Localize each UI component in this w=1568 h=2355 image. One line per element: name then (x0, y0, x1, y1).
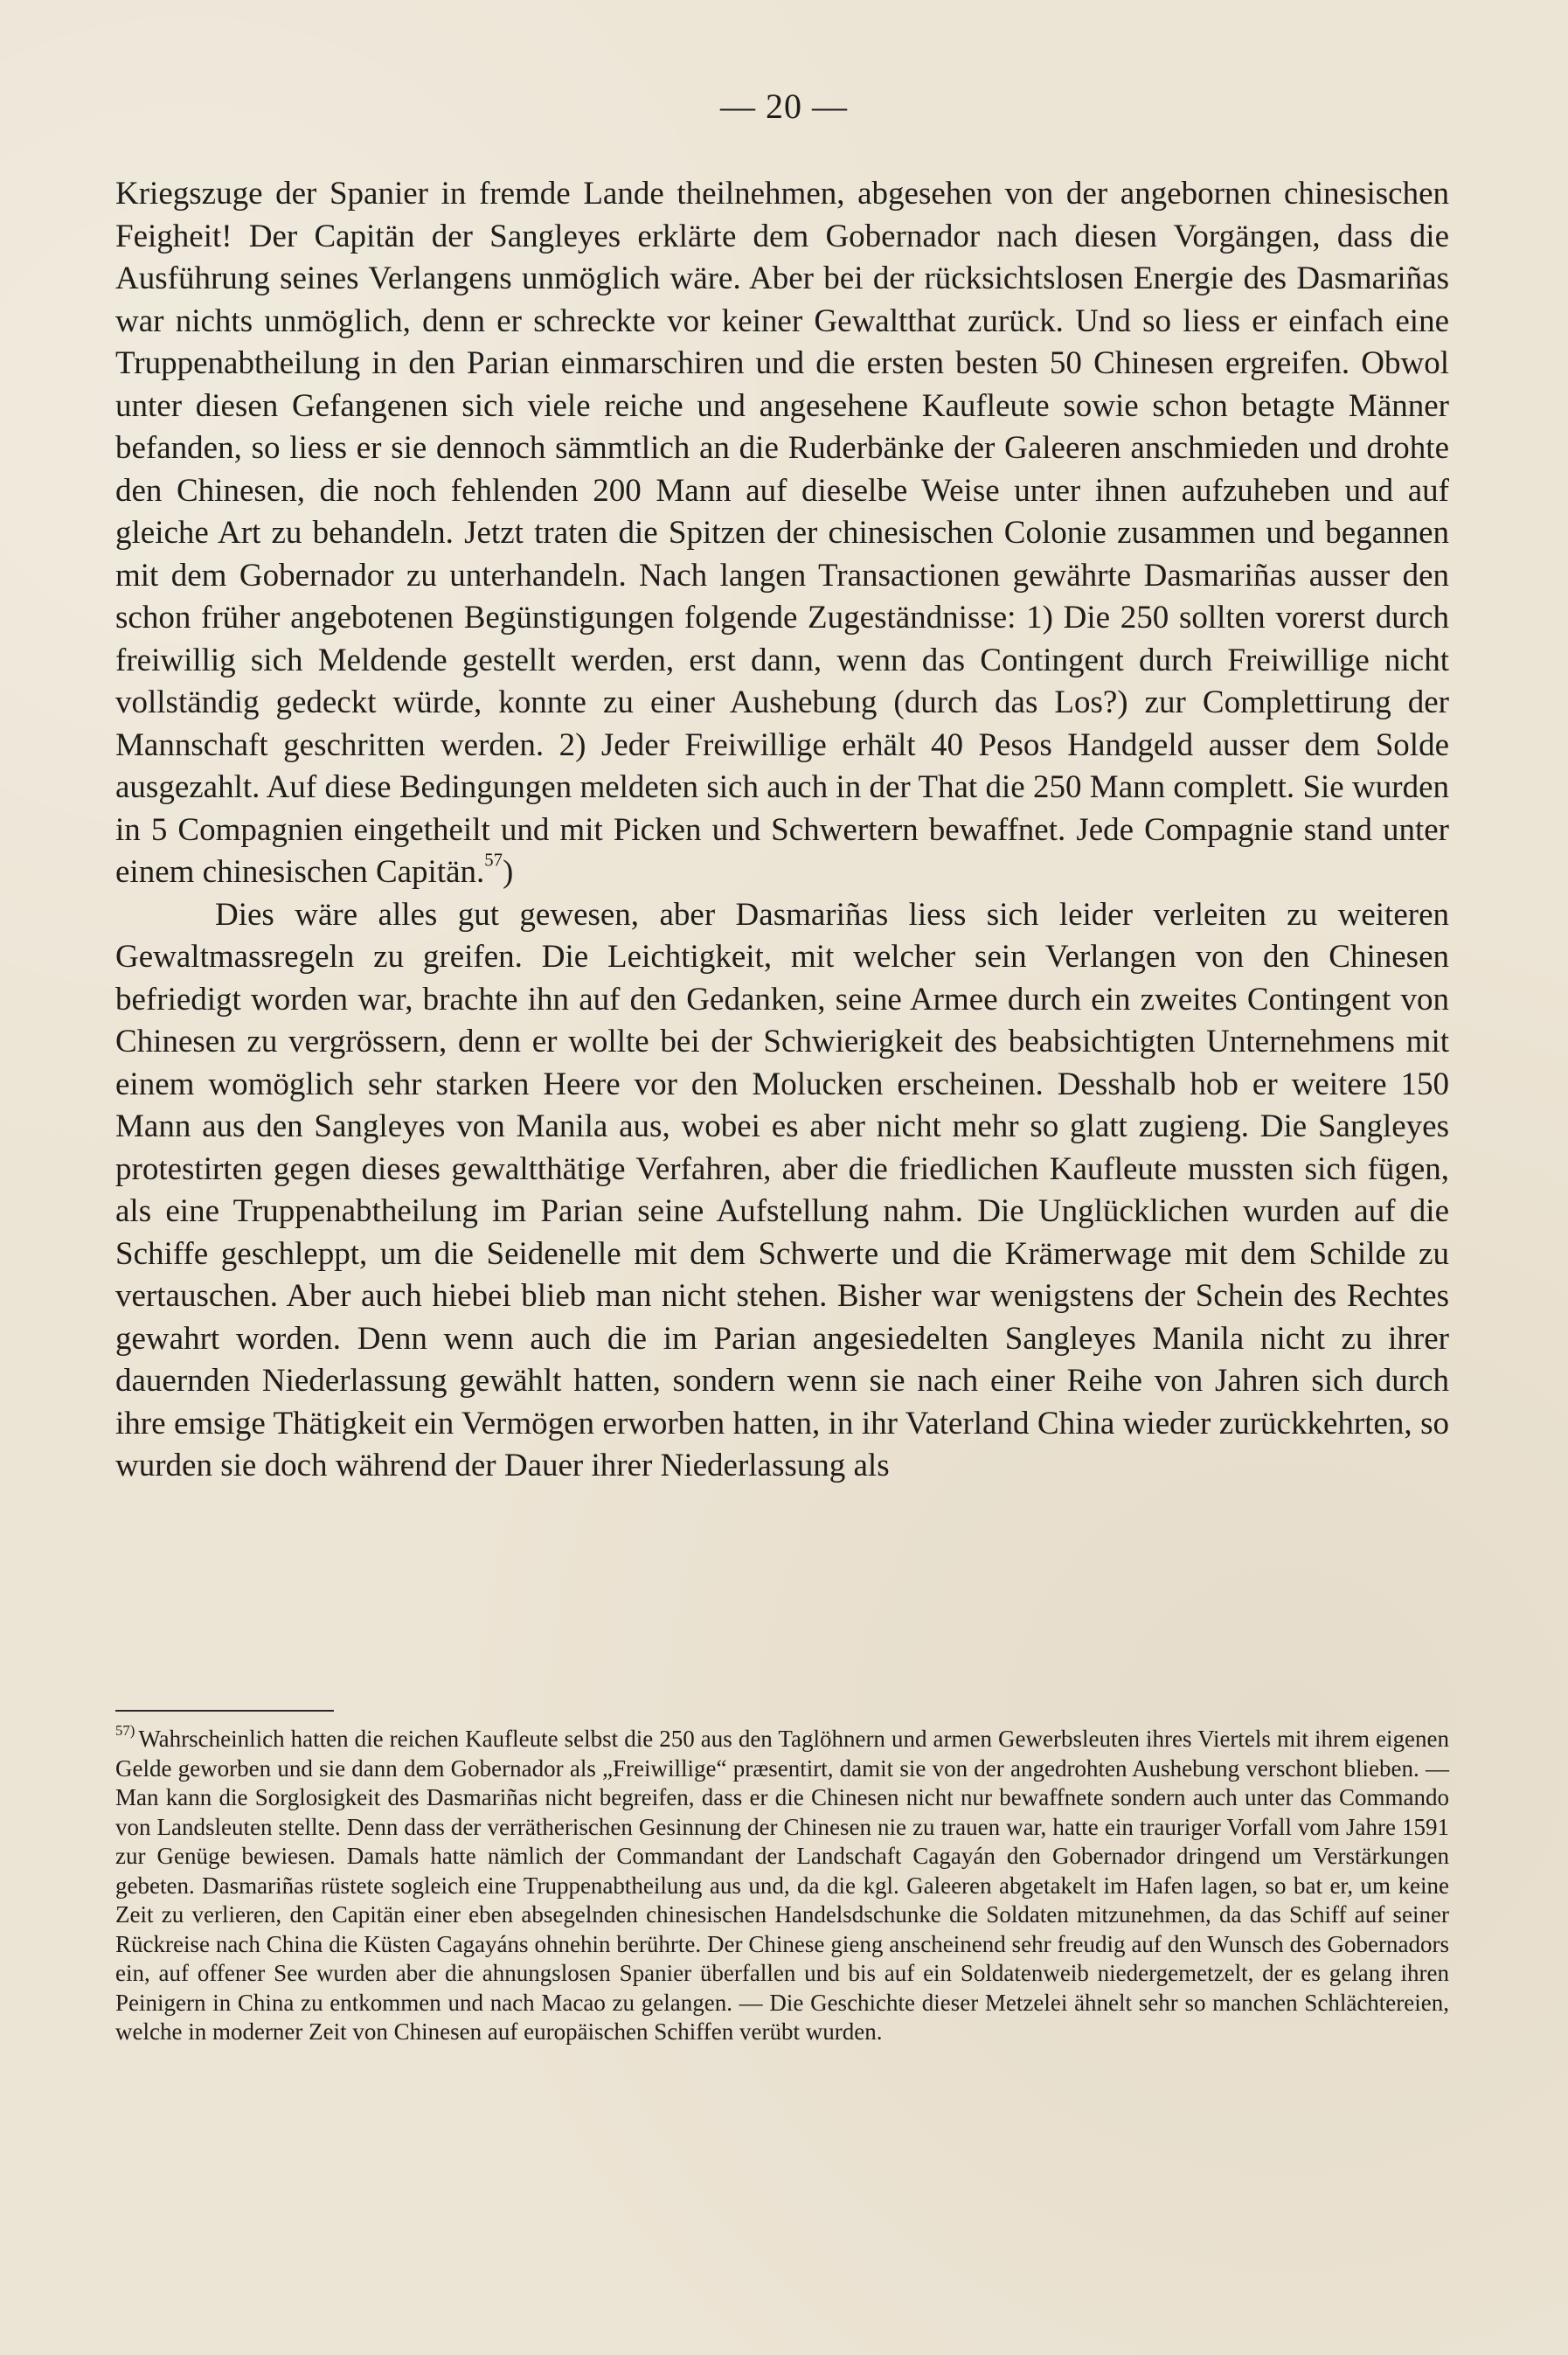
footnote-mark-number: 57 (115, 1722, 130, 1740)
main-text (115, 173, 1449, 1488)
paragraph-2 (115, 894, 1449, 1488)
paragraph-2-text: Dies wäre alles gut gewesen, aber Dasmariñas liess sich leider verleiten zu weiteren Gewaltmassregeln zu greifen. Die Leichtigkeit, mit welcher sein Verlangen von den Chinesen befriedigt worden war, brachte ihn auf den Gedanken, seine Armee durch ein zweites Contingent von Chinesen zu vergrössern, denn er wollte bei der Schwierigkeit des beabsichtigten Unternehmens mit einem womöglich sehr starken Heere vor den Molucken erscheinen. Desshalb hob er weitere 150 Mann aus den Sangleyes von Manila aus, wobei es aber nicht mehr so glatt zugieng. Die Sangleyes protestirten gegen dieses gewaltthätige Verfahren, aber die friedlichen Kaufleute mussten sich fügen, als eine Truppenabtheilung im Parian seine Aufstellung nahm. Die Unglücklichen wurden auf die Schiffe geschleppt, um die Seidenelle mit dem Schwerte und die Krämerwage mit dem Schilde zu vertauschen. Aber auch hiebei blieb man nicht stehen. Bisher war wenigstens der Schein des Rechtes gewahrt worden. Denn wenn auch die im Parian angesiedelten Sangleyes Manila nicht zu ihrer dauernden Niederlassung gewählt hatten, sondern wenn sie nach einer Reihe von Jahren sich durch ihre emsige Thätigkeit ein Vermögen erworben hatten, in ihr Vaterland China wieder zurückkehrten, so wurden sie doch während der Dauer ihrer Niederlassung als (115, 896, 1449, 1483)
footnote-reference-57: 57 (484, 851, 503, 871)
footnote-mark-parenthesis: ) (129, 1722, 135, 1740)
footnote-text: Wahrscheinlich hatten die reichen Kaufleute selbst die 250 aus den Taglöhnern und armen Gewerbsleuten ihres Viertels mit ihrem eigenen Gelde geworben und sie dann dem Gobernador als „Freiwillige“ præsentirt, damit sie von der angedrohten Aushebung verschont blieben. — Man kann die Sorglosigkeit des Dasmariñas nicht begreifen, dass er die Chinesen nicht nur bewaffnete sondern auch unter das Commando von Landsleuten stellte. Denn dass der verrätherischen Gesinnung der Chinesen nie zu trauen war, hatte ein trauriger Vorfall vom Jahre 1591 zur Genüge bewiesen. Damals hatte nämlich der Commandant der Landschaft Cagayán den Gobernador dringend um Verstärkungen gebeten. Dasmariñas rüstete sogleich eine Truppenabtheilung aus und, da die kgl. Galeeren abgetakelt im Hafen lagen, so bat er, um keine Zeit zu verlieren, den Capitän einer eben absegelnden chinesischen Handelsdschunke die Soldaten mitzunehmen, da das Schiff auf seiner Rückreise nach China die Küsten Cagayáns ohnehin berührte. Der Chinese gieng anscheinend sehr freudig auf den Wunsch des Gobernadors ein, auf offener See wurden aber die ahnungslosen Spanier überfallen und bis auf ein Soldatenweib niedergemetzelt, der es gelang ihren Peinigern in China zu entkommen und nach Macao zu gelangen. — Die Geschichte dieser Metzelei ähnelt sehr so manchen Schlächtereien, welche in moderner Zeit von Chinesen auf europäischen Schiffen verübt wurden. (115, 1726, 1449, 2045)
footnote-57 (115, 1722, 1449, 2047)
page-number: — 20 — (720, 87, 848, 126)
paragraph-1 (115, 173, 1449, 894)
footnote-mark (115, 1722, 135, 1739)
footnote-divider (115, 1710, 334, 1712)
paragraph-1-text: Kriegszuge der Spanier in fremde Lande theilnehmen, abgesehen von der angebornen chinesischen Feigheit! Der Capitän der Sangleyes erklärte dem Gobernador nach diesen Vorgängen, dass die Ausführung seines Verlangens unmöglich wäre. Aber bei der rücksichtslosen Energie des Dasmariñas war nichts unmöglich, denn er schreckte vor keiner Gewaltthat zurück. Und so liess er einfach eine Truppenabtheilung in den Parian einmarschiren und die ersten besten 50 Chinesen ergreifen. Obwol unter diesen Gefangenen sich viele reiche und angesehene Kaufleute sowie schon betagte Männer befanden, so liess er sie dennoch sämmtlich an die Ruderbänke der Galeeren anschmieden und drohte den Chinesen, die noch fehlenden 200 Mann auf dieselbe Weise unter ihnen aufzuheben und auf gleiche Art zu behandeln. Jetzt traten die Spitzen der chinesischen Colonie zusammen und begannen mit dem Gobernador zu unterhandeln. Nach langen Transactionen gewährte Dasmariñas ausser den schon früher angebotenen Begünstigungen folgende Zugeständnisse: 1) Die 250 sollten vorerst durch freiwillig sich Meldende gestellt werden, erst dann, wenn das Contingent durch Freiwillige nicht vollständig gedeckt würde, konnte zu einer Aushebung (durch das Los?) zur Complettirung der Mannschaft geschritten werden. 2) Jeder Freiwillige erhält 40 Pesos Handgeld ausser dem Solde ausgezahlt. Auf diese Bedingungen meldeten sich auch in der That die 250 Mann complett. Sie wurden in 5 Compagnien eingetheilt und mit Picken und Schwertern bewaffnet. Jede Compagnie stand unter einem chinesischen Capitän. (115, 176, 1449, 890)
footnote-reference-closing-parenthesis: ) (503, 854, 514, 890)
